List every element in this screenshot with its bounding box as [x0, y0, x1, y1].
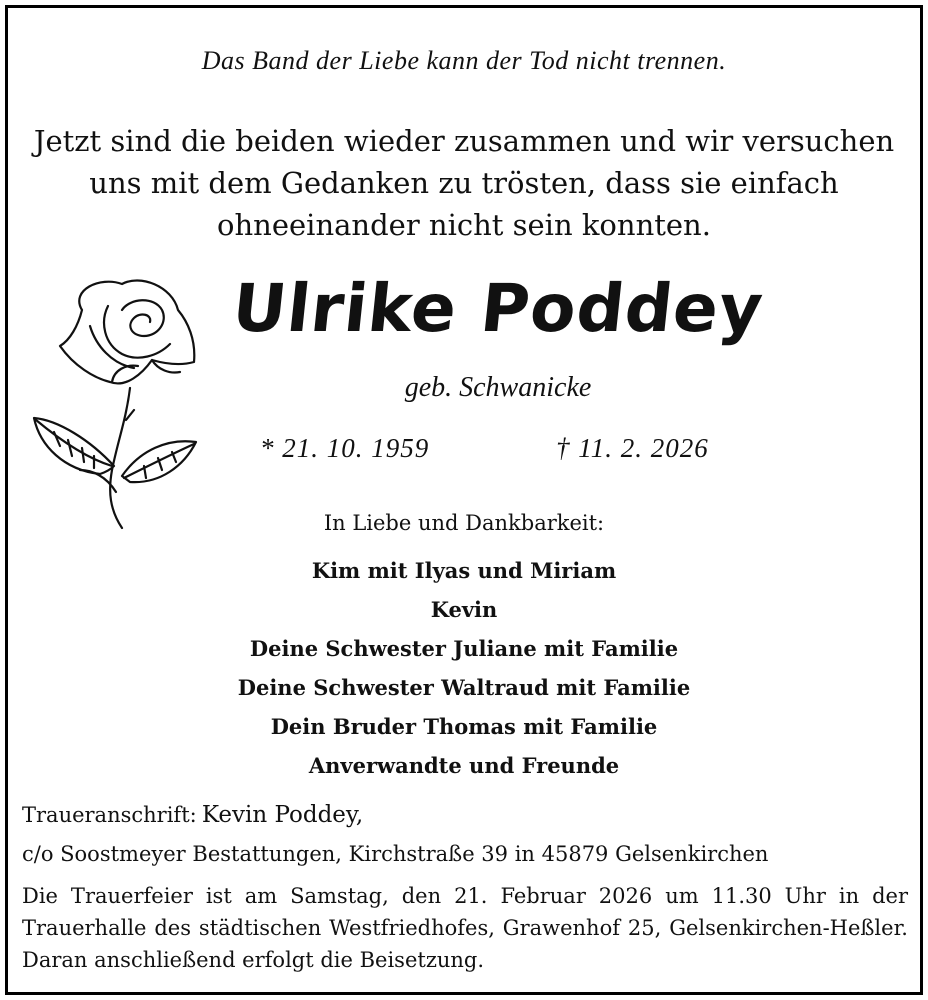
- intro-line: Jetzt sind die beiden wieder zusammen und wir versuchen: [33, 124, 895, 158]
- intro-text: [8, 120, 920, 246]
- deceased-name: Ulrike Poddey: [228, 270, 768, 347]
- mourner-line: Deine Schwester Juliane mit Familie: [249, 636, 679, 661]
- gratitude-line: In Liebe und Dankbarkeit:: [323, 511, 605, 535]
- address-label: Traueranschrift:: [22, 803, 197, 827]
- birth-date: * 21. 10. 1959: [260, 433, 430, 463]
- mourning-address: [22, 802, 363, 828]
- rose-icon: [30, 270, 202, 532]
- mourner-line: Kevin: [430, 597, 498, 622]
- mourner-line: Kim mit Ilyas und Miriam: [311, 558, 617, 583]
- address-detail: c/o Soostmeyer Bestattungen, Kirchstraße 39 in 45879 Gelsenkirchen: [22, 842, 769, 866]
- death-date: † 11. 2. 2026: [556, 433, 709, 463]
- motto: Das Band der Liebe kann der Tod nicht trennen.: [201, 46, 727, 75]
- intro-line: ohneeinander nicht sein konnten.: [217, 208, 711, 242]
- mourner-line: Deine Schwester Waltraud mit Familie: [237, 675, 691, 700]
- mourner-line: Dein Bruder Thomas mit Familie: [270, 714, 658, 739]
- funeral-notice: Die Trauerfeier ist am Samstag, den 21. Februar 2026 um 11.30 Uhr in der Trauerhalle des städtischen Westfriedhofes, Grawenhof 25, Gelsenkirchen-Heßler. Daran anschließend erfolgt die Beisetzung.: [22, 884, 908, 972]
- obituary-frame: [5, 5, 923, 995]
- address-name: Kevin Poddey,: [201, 802, 364, 828]
- mourner-line: Anverwandte und Freunde: [308, 753, 620, 778]
- born-name: geb. Schwanicke: [404, 372, 592, 403]
- intro-line: uns mit dem Gedanken zu trösten, dass sie einfach: [89, 166, 839, 200]
- mourners-list: [8, 551, 920, 785]
